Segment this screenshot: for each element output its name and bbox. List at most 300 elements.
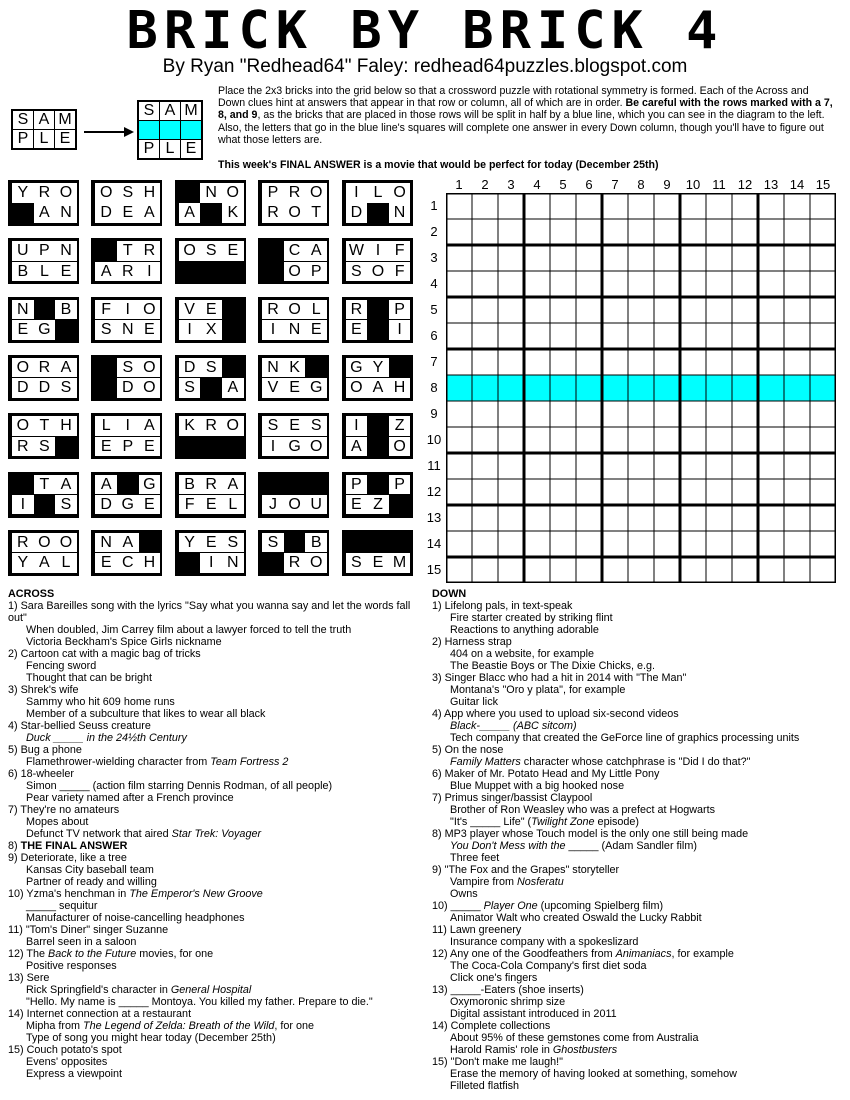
clue-text: Mipha from bbox=[26, 1020, 83, 1032]
brick[interactable] bbox=[175, 180, 246, 226]
clue-text: Filleted flatfish bbox=[450, 1080, 520, 1092]
brick-black-square bbox=[200, 203, 222, 223]
brick-letter: R bbox=[12, 533, 34, 553]
brick-black-square bbox=[305, 475, 327, 495]
clue bbox=[432, 708, 842, 720]
clue bbox=[8, 708, 423, 720]
brick-letter: Y bbox=[179, 533, 201, 553]
brick[interactable] bbox=[342, 472, 413, 518]
clue bbox=[432, 732, 842, 744]
brick-letter: A bbox=[139, 416, 161, 436]
clue bbox=[432, 852, 842, 864]
brick-letter: O bbox=[95, 183, 117, 203]
brick-black-square bbox=[95, 241, 117, 261]
brick[interactable] bbox=[91, 238, 162, 284]
clue-text: Sere bbox=[26, 972, 50, 984]
sample-cell: P bbox=[138, 140, 160, 160]
clue bbox=[8, 1032, 423, 1044]
brick-letter: B bbox=[55, 300, 77, 320]
brick[interactable] bbox=[342, 180, 413, 226]
clue-title: Star Trek: Voyager bbox=[171, 828, 262, 840]
sample-cell: E bbox=[181, 140, 203, 160]
clue-number: 14) bbox=[432, 1020, 451, 1032]
clue-text: Vampire from bbox=[450, 876, 517, 888]
brick-letter: L bbox=[55, 553, 77, 573]
clue bbox=[432, 1068, 842, 1080]
grid-column-number: 1 bbox=[455, 177, 463, 192]
clue bbox=[8, 912, 423, 924]
clue-text: (upcoming Spielberg film) bbox=[537, 900, 664, 912]
brick[interactable] bbox=[91, 530, 162, 576]
clue-text: Star-bellied Seuss creature bbox=[20, 720, 151, 732]
sample-brick-split bbox=[137, 100, 203, 160]
brick-letter: I bbox=[346, 183, 368, 203]
brick-letter: E bbox=[55, 262, 77, 282]
brick-letter: E bbox=[346, 320, 368, 340]
brick-letter: B bbox=[305, 533, 327, 553]
across-header: ACROSS bbox=[8, 588, 55, 600]
brick-letter: P bbox=[389, 475, 411, 495]
grid-column-number: 10 bbox=[685, 177, 701, 192]
brick-black-square bbox=[117, 475, 139, 495]
clue-number: 10) bbox=[432, 900, 451, 912]
brick-letter: Y bbox=[367, 358, 389, 378]
grid-column-number: 14 bbox=[789, 177, 805, 192]
grid-column-number: 3 bbox=[507, 177, 515, 192]
brick-letter: D bbox=[117, 378, 139, 398]
brick-black-square bbox=[367, 437, 389, 457]
clue-text: Positive responses bbox=[26, 960, 117, 972]
brick-letter: S bbox=[305, 416, 327, 436]
clue-text: Sammy who hit 609 home runs bbox=[26, 696, 175, 708]
clue-text: On the nose bbox=[444, 744, 504, 756]
brick[interactable] bbox=[8, 472, 79, 518]
brick-letter: N bbox=[117, 320, 139, 340]
clue bbox=[8, 732, 423, 744]
grid-row-number: 10 bbox=[426, 432, 442, 447]
brick-black-square bbox=[55, 320, 77, 340]
brick[interactable] bbox=[175, 530, 246, 576]
brick-letter: R bbox=[284, 553, 306, 573]
brick-letter: I bbox=[200, 553, 222, 573]
brick[interactable] bbox=[8, 297, 79, 343]
brick-letter: W bbox=[346, 241, 368, 261]
brick-letter: L bbox=[222, 495, 244, 515]
brick[interactable] bbox=[8, 530, 79, 576]
clue-text: Cartoon cat with a magic bag of tricks bbox=[20, 648, 201, 660]
clue-text: Lawn greenery bbox=[449, 924, 522, 936]
brick-black-square bbox=[284, 475, 306, 495]
clue bbox=[8, 804, 423, 816]
brick-letter: N bbox=[284, 320, 306, 340]
brick[interactable] bbox=[8, 355, 79, 401]
clue bbox=[432, 948, 842, 960]
brick[interactable] bbox=[258, 472, 329, 518]
brick[interactable] bbox=[258, 413, 329, 459]
brick-letter: O bbox=[284, 262, 306, 282]
brick-letter: L bbox=[367, 183, 389, 203]
clue-number: 13) bbox=[432, 984, 451, 996]
brick-letter: Y bbox=[12, 183, 34, 203]
brick[interactable] bbox=[258, 180, 329, 226]
brick-letter: M bbox=[389, 553, 411, 573]
clue-text: Insurance company with a spokeslizard bbox=[450, 936, 639, 948]
clue bbox=[8, 1008, 423, 1020]
brick-letter: A bbox=[222, 475, 244, 495]
brick-letter: I bbox=[367, 241, 389, 261]
clue bbox=[8, 816, 423, 828]
clue bbox=[432, 984, 842, 996]
clue-text: 404 on a website, for example bbox=[450, 648, 595, 660]
brick-letter: S bbox=[200, 241, 222, 261]
clue-text: Complete collections bbox=[450, 1020, 551, 1032]
clue bbox=[8, 756, 423, 768]
clue-text: "Don't make me laugh!" bbox=[450, 1056, 563, 1068]
brick-letter: S bbox=[262, 416, 284, 436]
brick-letter: E bbox=[284, 378, 306, 398]
clue-text: Lifelong pals, in text-speak bbox=[444, 600, 573, 612]
clue-title: Family Matters bbox=[450, 756, 521, 768]
clue-title: The Emperor's New Groove bbox=[129, 888, 263, 900]
brick[interactable] bbox=[175, 413, 246, 459]
clue-text: About 95% of these gemstones come from Australia bbox=[450, 1032, 699, 1044]
grid-row-number: 2 bbox=[430, 224, 438, 239]
clue-number: 3) bbox=[8, 684, 21, 696]
clue bbox=[432, 756, 842, 768]
clue-number: 5) bbox=[432, 744, 445, 756]
clue bbox=[8, 1068, 423, 1080]
brick-black-square bbox=[55, 437, 77, 457]
clue-number: 2) bbox=[432, 636, 445, 648]
brick-black-square bbox=[95, 378, 117, 398]
sample-cell: S bbox=[138, 101, 160, 121]
clue bbox=[432, 900, 842, 912]
brick-black-square bbox=[262, 262, 284, 282]
brick-letter: E bbox=[200, 533, 222, 553]
clue-text: Yzma's henchman in bbox=[26, 888, 130, 900]
clue-text: Type of song you might hear today (December 25th) bbox=[26, 1032, 276, 1044]
brick-letter: O bbox=[179, 241, 201, 261]
clue bbox=[8, 984, 423, 996]
clue-text: Harold Ramis' role in bbox=[450, 1044, 553, 1056]
brick-black-square bbox=[179, 437, 201, 457]
sample-cell: L bbox=[160, 140, 181, 160]
brick-letter: P bbox=[389, 300, 411, 320]
clue-title: The Legend of Zelda: Breath of the Wild bbox=[83, 1020, 275, 1032]
clue-number: 10) bbox=[8, 888, 27, 900]
brick[interactable] bbox=[342, 530, 413, 576]
brick-black-square bbox=[367, 320, 389, 340]
clue-number: 5) bbox=[8, 744, 21, 756]
clue bbox=[432, 1008, 842, 1020]
brick-letter: H bbox=[139, 183, 161, 203]
clue-number: 15) bbox=[432, 1056, 451, 1068]
brick-letter: T bbox=[117, 241, 139, 261]
clue bbox=[432, 768, 842, 780]
clue bbox=[432, 672, 842, 684]
clue bbox=[432, 828, 842, 840]
puzzle-title-text: BRICK BY BRICK 4 bbox=[126, 2, 724, 60]
grid-row-number: 7 bbox=[430, 354, 438, 369]
brick[interactable] bbox=[91, 355, 162, 401]
clue-text: Three feet bbox=[450, 852, 500, 864]
brick[interactable] bbox=[175, 472, 246, 518]
clue bbox=[8, 876, 423, 888]
brick-black-square bbox=[12, 203, 34, 223]
clue bbox=[8, 720, 423, 732]
brick-letter: B bbox=[12, 262, 34, 282]
clue-text: MP3 player whose Touch model is the only one still being made bbox=[444, 828, 749, 840]
clue-text: movies, for one bbox=[136, 948, 214, 960]
brick-letter: G bbox=[284, 437, 306, 457]
brick-letter: N bbox=[95, 533, 117, 553]
brick-letter: N bbox=[389, 203, 411, 223]
brick-letter: R bbox=[139, 241, 161, 261]
brick-letter: O bbox=[305, 437, 327, 457]
brick[interactable] bbox=[91, 413, 162, 459]
clue-number: 7) bbox=[8, 804, 21, 816]
clue-number: 13) bbox=[8, 972, 27, 984]
clue bbox=[8, 852, 423, 864]
brick-letter: I bbox=[179, 320, 201, 340]
clue-text: Duck _____ in the 24½th Century bbox=[26, 732, 187, 744]
brick-letter: I bbox=[262, 437, 284, 457]
brick-letter: A bbox=[34, 203, 56, 223]
clue-text: Guitar lick bbox=[450, 696, 498, 708]
grid-row-number: 6 bbox=[430, 328, 438, 343]
brick[interactable] bbox=[175, 297, 246, 343]
brick-letter: I bbox=[117, 300, 139, 320]
clue bbox=[8, 864, 423, 876]
clue-text: "The Fox and the Grapes" storyteller bbox=[444, 864, 620, 876]
brick-letter: I bbox=[389, 320, 411, 340]
brick-letter: A bbox=[305, 241, 327, 261]
sample-cell: E bbox=[55, 130, 77, 150]
brick[interactable] bbox=[258, 355, 329, 401]
brick-letter: R bbox=[12, 437, 34, 457]
clue-number: 8) bbox=[8, 840, 21, 852]
byline: By Ryan "Redhead64" Faley: redhead64puzzles.blogspot.com bbox=[162, 56, 688, 77]
clue-text: Fencing sword bbox=[26, 660, 97, 672]
brick-black-square bbox=[389, 495, 411, 515]
brick[interactable] bbox=[175, 238, 246, 284]
brick[interactable] bbox=[342, 297, 413, 343]
clue bbox=[432, 612, 842, 624]
grid-row-number: 5 bbox=[430, 302, 438, 317]
clue-text: Singer Blacc who had a hit in 2014 with "The Man" bbox=[444, 672, 687, 684]
clue-text: Defunct TV network that aired bbox=[26, 828, 172, 840]
grid-column-number: 13 bbox=[763, 177, 779, 192]
clue-text: Pear variety named after a French province bbox=[26, 792, 234, 804]
brick-letter: N bbox=[200, 183, 222, 203]
brick-black-square bbox=[200, 378, 222, 398]
brick[interactable] bbox=[91, 297, 162, 343]
across-clues bbox=[8, 588, 423, 1080]
clue bbox=[8, 768, 423, 780]
brick-letter: L bbox=[95, 416, 117, 436]
clue bbox=[8, 828, 423, 840]
grid-row-number: 4 bbox=[430, 276, 438, 291]
brick-black-square bbox=[95, 358, 117, 378]
brick-black-square bbox=[12, 475, 34, 495]
clue-text: Reactions to anything adorable bbox=[450, 624, 599, 636]
brick-letter: E bbox=[12, 320, 34, 340]
brick[interactable] bbox=[8, 413, 79, 459]
brick[interactable] bbox=[258, 530, 329, 576]
brick[interactable] bbox=[91, 180, 162, 226]
brick-letter: H bbox=[55, 416, 77, 436]
brick-letter: G bbox=[139, 475, 161, 495]
clue-text: Internet connection at a restaurant bbox=[26, 1008, 192, 1020]
grid-column-number: 2 bbox=[481, 177, 489, 192]
crossword-grid[interactable] bbox=[446, 193, 836, 583]
clue-text: The Coca-Cola Company's first diet soda bbox=[450, 960, 647, 972]
brick-letter: R bbox=[200, 475, 222, 495]
brick-letter: K bbox=[179, 416, 201, 436]
brick-letter: O bbox=[367, 262, 389, 282]
clue bbox=[432, 936, 842, 948]
clue bbox=[432, 600, 842, 612]
clue bbox=[8, 648, 423, 660]
instructions-warning: Be careful with the rows marked with a 7, 8, and 9 bbox=[218, 97, 833, 122]
clue-text: Digital assistant introduced in 2011 bbox=[450, 1008, 617, 1020]
clue-text: Thought that can be bright bbox=[26, 672, 153, 684]
clue-text: Fire starter created by striking flint bbox=[450, 612, 613, 624]
grid-column-number: 12 bbox=[737, 177, 753, 192]
clue-text: character whose catchphrase is "Did I do that?" bbox=[520, 756, 751, 768]
clue bbox=[8, 960, 423, 972]
brick-letter: A bbox=[346, 437, 368, 457]
brick[interactable] bbox=[342, 355, 413, 401]
brick-black-square bbox=[367, 300, 389, 320]
clue-text: Animator Walt who created Oswald the Lucky Rabbit bbox=[450, 912, 702, 924]
brick-letter: E bbox=[95, 553, 117, 573]
clue-title: Animaniacs bbox=[615, 948, 672, 960]
brick-letter: O bbox=[305, 183, 327, 203]
clue-text: "Tom's Diner" singer Suzanne bbox=[25, 924, 169, 936]
brick-letter: A bbox=[117, 533, 139, 553]
clue-text: , for example bbox=[671, 948, 734, 960]
brick-letter: U bbox=[305, 495, 327, 515]
brick-letter: S bbox=[55, 378, 77, 398]
brick-black-square bbox=[284, 533, 306, 553]
brick-letter: A bbox=[95, 475, 117, 495]
brick-letter: A bbox=[179, 203, 201, 223]
clue-text: _____ (Adam Sandler film) bbox=[565, 840, 697, 852]
brick-black-square bbox=[346, 533, 368, 553]
brick-letter: O bbox=[346, 378, 368, 398]
brick-black-square bbox=[367, 533, 389, 553]
clue bbox=[8, 924, 423, 936]
arrow-right-icon bbox=[84, 127, 134, 137]
clue bbox=[432, 1080, 842, 1092]
clue bbox=[432, 660, 842, 672]
clue bbox=[8, 888, 423, 900]
brick-letter: S bbox=[34, 437, 56, 457]
clue-text: They're no amateurs bbox=[20, 804, 120, 816]
grid-column-number: 7 bbox=[611, 177, 619, 192]
brick-black-square bbox=[139, 533, 161, 553]
brick[interactable] bbox=[258, 297, 329, 343]
grid-row-number: 3 bbox=[430, 250, 438, 265]
brick-letter: F bbox=[95, 300, 117, 320]
brick-black-square bbox=[222, 300, 244, 320]
sample-cell: A bbox=[34, 110, 55, 130]
brick-letter: E bbox=[367, 553, 389, 573]
brick-letter: G bbox=[117, 495, 139, 515]
brick-letter: L bbox=[34, 262, 56, 282]
clue bbox=[8, 972, 423, 984]
brick[interactable] bbox=[8, 238, 79, 284]
clue-number: 3) bbox=[432, 672, 445, 684]
clue-text: Harness strap bbox=[444, 636, 512, 648]
brick-letter: G bbox=[346, 358, 368, 378]
clue bbox=[8, 792, 423, 804]
brick-letter: E bbox=[222, 241, 244, 261]
brick-letter: S bbox=[55, 495, 77, 515]
brick[interactable] bbox=[258, 238, 329, 284]
clue-number: 8) bbox=[432, 828, 445, 840]
brick-letter: O bbox=[389, 183, 411, 203]
clue-text: _____-Eaters (shoe inserts) bbox=[450, 984, 584, 996]
brick-letter: S bbox=[346, 262, 368, 282]
brick-letter: H bbox=[139, 553, 161, 573]
clue bbox=[432, 1044, 842, 1056]
brick-letter: E bbox=[200, 495, 222, 515]
clue bbox=[8, 1020, 423, 1032]
brick-black-square bbox=[222, 262, 244, 282]
brick-letter: D bbox=[179, 358, 201, 378]
brick-letter: O bbox=[284, 203, 306, 223]
brick[interactable] bbox=[342, 413, 413, 459]
clue-number: 14) bbox=[8, 1008, 27, 1020]
brick[interactable] bbox=[175, 355, 246, 401]
clue-text: Evens' opposites bbox=[26, 1056, 108, 1068]
brick-letter: T bbox=[34, 416, 56, 436]
brick-letter: P bbox=[305, 262, 327, 282]
clue bbox=[432, 780, 842, 792]
brick-letter: Z bbox=[367, 495, 389, 515]
brick-black-square bbox=[222, 358, 244, 378]
brick-letter: K bbox=[284, 358, 306, 378]
clue-text: Victoria Beckham's Spice Girls nickname bbox=[26, 636, 222, 648]
clue-text: Sara Bareilles song with the lyrics "Say what you wanna say and let the words fall out" bbox=[8, 600, 411, 624]
brick-letter: S bbox=[95, 320, 117, 340]
brick[interactable] bbox=[342, 238, 413, 284]
grid-row-number: 15 bbox=[426, 562, 442, 577]
brick-letter: A bbox=[367, 378, 389, 398]
clue-text: Click one's fingers bbox=[450, 972, 538, 984]
brick-letter: V bbox=[262, 378, 284, 398]
clue bbox=[432, 648, 842, 660]
brick-letter: F bbox=[389, 262, 411, 282]
brick[interactable] bbox=[8, 180, 79, 226]
clue bbox=[8, 672, 423, 684]
clue-text: Brother of Ron Weasley who was a prefect at Hogwarts bbox=[450, 804, 716, 816]
brick-black-square bbox=[367, 416, 389, 436]
brick-black-square bbox=[200, 437, 222, 457]
brick-letter: G bbox=[34, 320, 56, 340]
clue-number: 1) bbox=[8, 600, 21, 612]
brick-black-square bbox=[34, 495, 56, 515]
brick-letter: D bbox=[95, 495, 117, 515]
sample-blue-cell bbox=[160, 121, 181, 140]
clue bbox=[8, 996, 423, 1008]
brick-bank bbox=[8, 180, 428, 586]
brick-letter: D bbox=[34, 378, 56, 398]
brick-letter: D bbox=[346, 203, 368, 223]
brick[interactable] bbox=[91, 472, 162, 518]
